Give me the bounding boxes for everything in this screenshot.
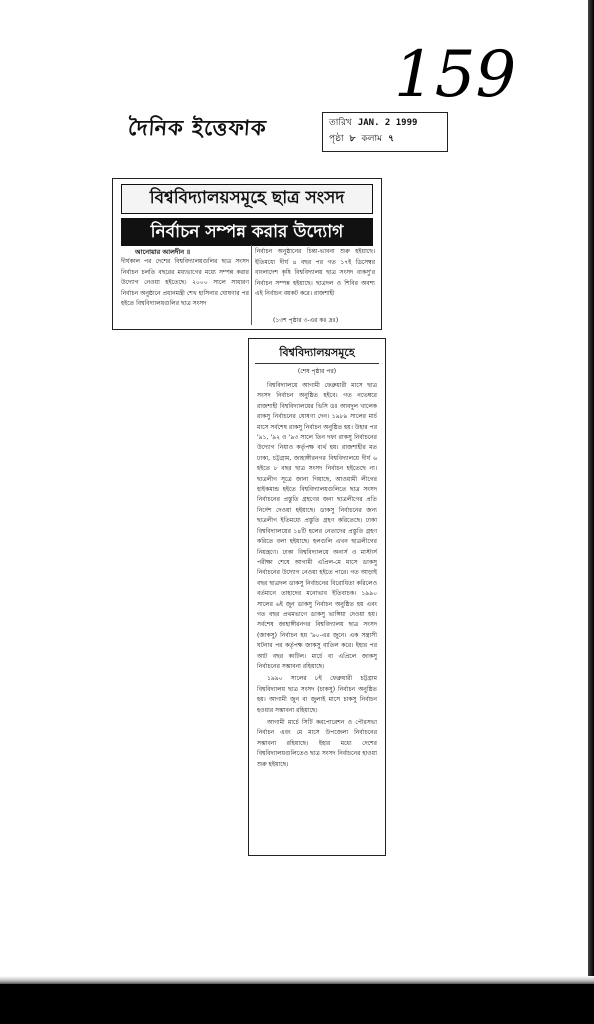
date-label: তারিখ	[329, 118, 352, 128]
date-stamp-page-row	[329, 131, 441, 147]
continued-note: (১৩শ পৃষ্ঠার ৩-এর কঃ দ্রঃ)	[273, 317, 339, 324]
byline: আনোয়ার আলদীন ॥	[135, 248, 191, 256]
page-number-text: 159	[394, 38, 517, 112]
page-value: ৮	[349, 134, 356, 144]
article-column-right: নির্বাচন অনুষ্ঠানের চিন্তা-ভাবনা শুরু হইয়াছে। ইতিমধ্যে দীর্ঘ ৪ বছর পর গত ১৭ই ডিসেম্বর বাংলাদেশ কৃষি বিশ্ববিদ্যালয় ছাত্র সংসদ বাকসু'র নির্বাচন সম্পন্ন হইয়াছে। ছাত্রদল ও শিবির অবশ্য এই নির্বাচন বয়কট করে। রাজশাহী	[255, 248, 375, 298]
newspaper-name: দৈনিক ইত্তেফাক	[127, 115, 268, 140]
column-label: কলাম	[361, 134, 383, 144]
continuation-paragraph: ১৯৯০ সালের ৮ই ফেব্রুয়ারী চট্টগ্রাম বিশ্ববিদ্যালয় ছাত্র সংসদ (চাকসু) নির্বাচন অনুষ্ঠিত হয়। আগামী জুন বা জুলাই মাসে চাকসু নির্বাচন হওয়ার সম্ভাবনা রহিয়াছে।	[257, 675, 377, 714]
article-column-left: দীর্ঘকাল পর দেশের বিশ্ববিদ্যালয়গুলির ছাত্র সংসদ নির্বাচন চলতি বছরের মধ্যভাগের মধ্যে সম্পন্ন করার উদ্যোগ নেওয়া হইতেছে। ২০০০ সালে সাধারণ নির্বাচন অনুষ্ঠানে প্রধানমন্ত্রী শেখ হাসিনার ঘোষণার পর হইতে বিশ্ববিদ্যালয়গুলির ছাত্র সংসদ	[121, 258, 249, 308]
headline-line-1: বিশ্ববিদ্যালয়সমূহে ছাত্র সংসদ	[121, 184, 373, 214]
headline-line-2: নির্বাচন সম্পন্ন করার উদ্যোগ	[121, 218, 373, 246]
column-divider	[251, 245, 252, 325]
date-stamp	[322, 112, 448, 152]
continuation-body	[257, 381, 377, 851]
scan-edge-right	[588, 0, 594, 1024]
continuation-headline: বিশ্ববিদ্যালয়সমূহে	[255, 345, 379, 364]
continuation-paragraph: বিশ্ববিদ্যালয়ে আগামী ফেব্রুয়ারী মাসে ছাত্র সংসদ নির্বাচন অনুষ্ঠিত হইবে। গত নভেম্বরে রাজশাহী বিশ্ববিদ্যালয়ের ভিসি ডঃ আবদুল খালেক রাকসু নির্বাচনের ঘোষণা দেন। ১৯৮৯ সালের মার্চ মাসে সর্বশেষ রাকসু নির্বাচন অনুষ্ঠিত হয়। উহার পর '৯১, '৯২ ও '৯৩ সালে তিন দফা রাকসু নির্বাচনের উদ্যোগ নিয়াও কর্তৃপক্ষ ব্যর্থ হয়। রাজশাহীর মত ঢাকা, চট্টগ্রাম, জাহাঙ্গীরনগর বিশ্ববিদ্যালয়ে দীর্ঘ ৬ হইতে ৮ বছর ছাত্র সংসদ নির্বাচন হইতেছে না। ছাত্রলীগ সূত্রে জানা গিয়াছে, আওয়ামী লীগের হাইকমান্ড হইতে বিশ্ববিদ্যালয়গুলিতে ছাত্র সংসদ নির্বাচনের প্রস্তুতি গ্রহণের জন্য ছাত্রলীগের প্রতি নির্দেশ দেওয়া হইয়াছে। ডাকসু নির্বাচনের জন্য ছাত্রলীগ ইতিমধ্যে প্রস্তুতি গ্রহণ করিতেছে। ঢাকা বিশ্ববিদ্যালয়ের ১৪টি হলের নেতাদের প্রস্তুতি গ্রহণ করিতে বলা হইয়াছে। হলগুলি এখন ছাত্রলীগের নিয়ন্ত্রণে। ঢাকা বিশ্ববিদ্যালয়ে অনার্স ও মাস্টার্স পরীক্ষা শেষে আগামী এপ্রিল-মে মাসে ডাকসু নির্বাচনের উদ্যোগ নেওয়া হইতে পারে। গত আড়াই বছর ছাত্রদল ডাকসু নির্বাচনের বিরোধিতা করিলেও বর্তমানে তাহাদের মনোভাব ইতিবাচক। ১৯৯০ সালের ৬ই জুন ডাকসু নির্বাচন অনুষ্ঠিত হয় এবং গত বছর প্রথমভাগে ডাকসু ভাঙ্গিয়া দেওয়া হয়। সর্বশেষ জাহাঙ্গীরনগর বিশ্ববিদ্যালয় ছাত্র সংসদ (জাকসু) নির্বাচন হয় '৯০-এর জুনে। এক সন্ত্রাসী ঘটনার পর কর্তৃপক্ষ জাকসু বাতিল করে। ইহার পর আট বছর কাটিল। মার্চে বা এপ্রিলে জাকসু নির্বাচনের সম্ভাবনা রহিয়াছে।	[257, 382, 377, 670]
scan-fold-shadow	[0, 976, 594, 984]
handwritten-page-number	[392, 32, 517, 112]
continuation-subhead: (শেষ পৃষ্ঠার পর)	[297, 368, 337, 375]
article-clipping	[112, 178, 382, 330]
date-value: JAN. 2 1999	[357, 118, 418, 128]
continuation-clipping	[248, 338, 386, 856]
date-stamp-date-row	[329, 115, 441, 131]
continuation-paragraph: আগামী মার্চে সিটি করপোরেশন ও পৌরসভা নির্বাচন এবং মে মাসে উপজেলা নির্বাচনের সম্ভাবনা রহিয়াছে। ইহার মধ্যে দেশের বিশ্ববিদ্যালয়গুলিতেও ছাত্র সংসদ নির্বাচনের হাওয়া শুরু হইয়াছে।	[257, 719, 377, 768]
page-label: পৃষ্ঠা	[329, 134, 344, 144]
column-value: ৭	[388, 134, 394, 144]
scan-edge-bottom	[0, 984, 594, 1024]
